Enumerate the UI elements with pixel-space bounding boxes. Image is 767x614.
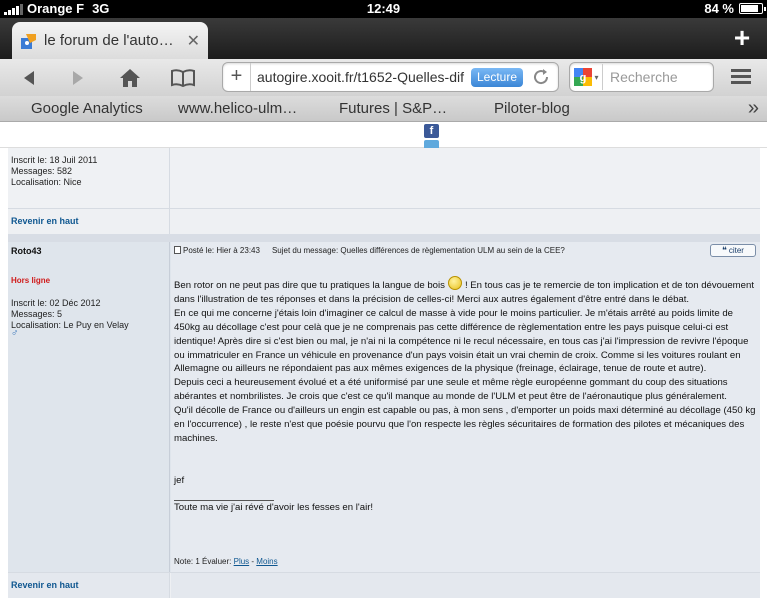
prev-messages: Messages: 582 [11, 166, 73, 176]
online-status: Hors ligne [11, 276, 51, 285]
carrier-label: Orange F [27, 1, 85, 16]
status-bar [0, 0, 767, 18]
rating-line [174, 557, 278, 566]
post-author[interactable]: Roto43 [11, 246, 42, 256]
add-bookmark-icon[interactable]: + [223, 63, 251, 91]
rating-label: Note: 1 Évaluer: [174, 557, 232, 566]
post-back-row [8, 572, 760, 598]
url-bar[interactable] [222, 62, 559, 92]
smiley-icon [448, 276, 462, 290]
bookmark-piloter-blog[interactable]: Piloter-blog [494, 100, 570, 117]
prev-joined: Inscrit le: 18 Juil 2011 [11, 155, 98, 165]
home-icon [119, 68, 141, 88]
body-p1b: ! En tous cas je te remercie de ton implication et de ton dévouement dans l'illustration de tes réponses et dans la précision de celles-ci! Merci aux autres également d'être entré dans le débat. [174, 280, 754, 305]
quote-icon: ❝ [722, 245, 727, 255]
author-meta [11, 298, 129, 331]
post-body [174, 276, 756, 515]
prev-post-author-cell [8, 148, 170, 208]
back-to-top-link[interactable]: Revenir en haut [11, 216, 79, 226]
tab-title: le forum de l'auto… [44, 32, 174, 49]
home-button[interactable] [115, 65, 145, 91]
back-button[interactable] [14, 65, 44, 91]
google-icon[interactable]: g ▾ [571, 64, 603, 90]
rate-plus-link[interactable]: Plus [233, 557, 250, 566]
more-bookmarks-icon[interactable]: » [747, 97, 759, 119]
prev-location: Localisation: Nice [11, 177, 82, 187]
page-content [0, 122, 767, 614]
reader-button[interactable]: Lecture [471, 68, 523, 87]
battery-icon [739, 3, 763, 14]
tab-forum[interactable] [12, 22, 208, 59]
menu-icon[interactable] [731, 69, 751, 85]
reload-icon[interactable] [532, 68, 550, 86]
bookmarks-bar [0, 96, 767, 122]
post-roto43 [8, 242, 760, 572]
quote-label: citer [728, 246, 744, 255]
prev-back-cell [8, 209, 170, 234]
twitter-icon[interactable] [424, 140, 439, 148]
forward-arrow-icon [71, 70, 85, 86]
post-back-cell [8, 573, 170, 598]
body-p4: Qu'il décolle de France ou d'ailleurs un engin est capable ou pas, à mon sens , d'emporter un poids maxi déterminé au décollage (450 kg en l'occurrence) , le reste n'est que poésie pourvu que l'on respecte les règles sécuritaires de formation des pilotes et mécaniques des machines. [174, 405, 756, 444]
rate-minus-link[interactable]: Moins [256, 557, 278, 566]
author-messages: Messages: 5 [11, 309, 63, 319]
search-box[interactable] [569, 62, 714, 92]
svg-text:g: g [580, 72, 587, 84]
favicon-icon [20, 32, 38, 50]
bookmark-futures[interactable]: Futures | S&P… [339, 100, 448, 117]
post-author-cell [8, 242, 170, 572]
post-separator [8, 234, 760, 242]
search-input[interactable]: Recherche [610, 69, 678, 85]
quote-button[interactable] [710, 244, 756, 257]
prev-back-row [8, 208, 760, 234]
bookmark-google-analytics[interactable]: Google Analytics [31, 100, 143, 117]
toolbar [0, 59, 767, 96]
author-location: Localisation: Le Puy en Velay [11, 320, 129, 330]
prev-post-meta [11, 155, 97, 188]
back-to-top-link-2[interactable]: Revenir en haut [11, 580, 79, 590]
post-body-cell [171, 242, 760, 572]
body-p1a: Ben rotor on ne peut pas dire que tu pratiques la langue de bois [174, 280, 445, 291]
post-header [174, 246, 565, 255]
back-arrow-icon [22, 70, 36, 86]
close-tab-icon[interactable]: ✕ [186, 32, 200, 50]
url-text[interactable]: autogire.xooit.fr/t1652-Quelles-dif [257, 69, 464, 85]
body-p3: Depuis ceci a heureusement évolué et a été uniformisé par une seule et même règle européenne gommant du coup des situations abérantes et nombrilistes. Je crois que c'est ce qu'il manque au monde de l'ULM et peut être de l'aéronautique plus généralement. [174, 377, 728, 403]
prev-post-body-cell [171, 148, 760, 208]
clock: 12:49 [366, 1, 401, 16]
signature: Toute ma vie j'ai révé d'avoir les fesses en l'air! [174, 501, 374, 513]
male-icon: ♂ [11, 328, 19, 339]
post-icon [174, 246, 181, 254]
tab-strip [0, 18, 767, 59]
battery-percent: 84 % [704, 1, 734, 16]
forward-button[interactable] [63, 65, 93, 91]
post-back-right [171, 573, 760, 598]
share-strip [0, 122, 767, 148]
signoff: jef [174, 474, 185, 486]
network-label: 3G [92, 1, 110, 16]
facebook-icon[interactable]: f [424, 124, 439, 138]
author-joined: Inscrit le: 02 Déc 2012 [11, 298, 101, 308]
status-right [704, 1, 763, 16]
bookmarks-button[interactable] [168, 65, 198, 91]
bookmark-helico-ulm[interactable]: www.helico-ulm… [178, 100, 298, 117]
post-subject: Sujet du message: Quelles différences de règlementation ULM au sein de la CEE? [271, 246, 565, 255]
rate-dash: - [249, 557, 257, 566]
book-icon [170, 69, 196, 87]
post-date: Posté le: Hier à 23:43 [183, 246, 260, 255]
body-p2: En ce qui me concerne j'étais loin d'imaginer ce calcul de masse à vide pour le moins particulier. Je m'étais arrêté au poids limite de 450kg au décollage c'est pour celà que je ne comprenais pas cette différence de règlementation entre les pays puisque celui-ci est identique! Après dire si c'est bien ou mal, je n'ai ni la compétence ni le recul nécessaire, en tous cas j'ai l'impression de revivre l'époque ou immatriculer en France un véhicule en provenance d'un pays voisin était un vrai chemin de croix. Comme si les voitures roulant en Allemagne ou ailleurs ne répondaient pas aux mêmes exigences de la physique (freinage, éclairage, tenue de route et autre). [174, 307, 749, 375]
prev-post-profile [8, 148, 760, 208]
new-tab-button[interactable]: + [733, 22, 751, 53]
